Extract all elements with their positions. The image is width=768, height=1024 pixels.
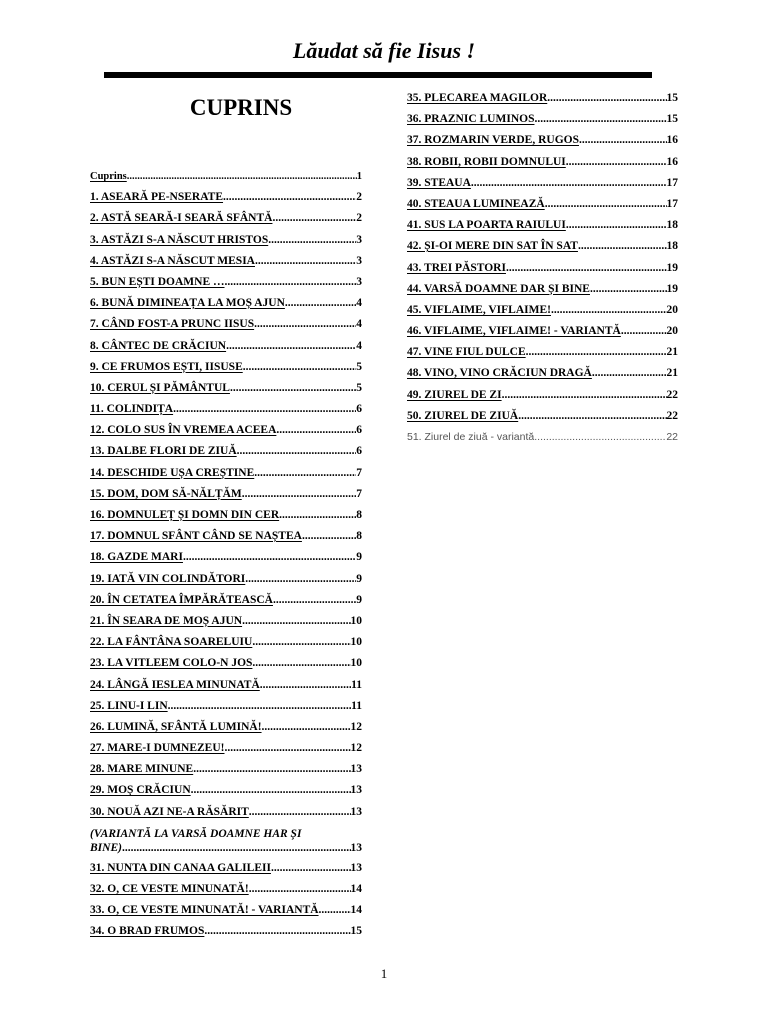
toc-entry[interactable] <box>90 611 362 632</box>
toc-entry[interactable] <box>90 759 362 780</box>
toc-entry-title: 1. ASEARĂ PE-NSERATE <box>90 191 224 204</box>
toc-entry-title: 42. ȘI-OI MERE DIN SAT ÎN SAT <box>407 240 578 253</box>
toc-entry[interactable] <box>90 505 362 526</box>
toc-entry-page: 9 <box>356 572 362 585</box>
toc-entry[interactable] <box>90 293 362 314</box>
toc-leader-dots <box>471 173 667 194</box>
toc-entry-title: 50. ZIUREL DE ZIUĂ <box>407 409 519 422</box>
toc-leader-dots <box>223 187 356 208</box>
toc-entry-title: 45. VIFLAIME, VIFLAIME! <box>407 303 551 316</box>
toc-entry-page: 19 <box>666 282 678 295</box>
toc-entry-page: 21 <box>666 346 678 359</box>
toc-leader-dots <box>225 272 357 293</box>
toc-leader-dots <box>224 738 350 759</box>
toc-entry-title: 41. SUS LA POARTA RAIULUI <box>407 219 566 232</box>
toc-entry-title: 15. DOM, DOM SĂ-NĂLȚĂM <box>90 487 242 500</box>
toc-entry[interactable] <box>90 653 362 674</box>
toc-entry[interactable] <box>407 215 678 236</box>
toc-entry[interactable] <box>90 484 362 505</box>
toc-entry-page: 7 <box>356 466 362 479</box>
toc-entry[interactable] <box>90 526 362 547</box>
toc-entry[interactable] <box>407 321 678 342</box>
toc-entry[interactable] <box>407 236 678 257</box>
toc-leader-dots <box>590 279 667 300</box>
toc-entry[interactable] <box>407 173 678 194</box>
toc-leader-dots <box>502 385 667 406</box>
toc-entry[interactable] <box>90 272 362 293</box>
toc-entry[interactable] <box>90 696 362 717</box>
toc-entry[interactable] <box>90 251 362 272</box>
toc-entry[interactable] <box>90 187 362 208</box>
toc-entry-title: 5. BUN EȘTI DOAMNE … <box>90 275 225 288</box>
toc-leader-dots <box>243 357 357 378</box>
toc-entry-page: 8 <box>356 509 362 521</box>
toc-entry-title: 51. Ziurel de ziuă - variantă <box>407 431 535 443</box>
toc-entry-title: 18. GAZDE MARI <box>90 551 183 564</box>
toc-leader-dots <box>268 230 356 251</box>
toc-entry[interactable] <box>90 858 362 879</box>
page-header-title: Lăudat să fie Iisus ! <box>292 38 476 63</box>
toc-entry-page: 5 <box>356 360 362 373</box>
toc-entry[interactable] <box>90 590 362 611</box>
toc-entry[interactable] <box>407 152 678 173</box>
toc-entry-page: 9 <box>356 593 362 606</box>
toc-entry[interactable] <box>407 363 678 384</box>
toc-entry-page: 4 <box>356 339 362 352</box>
toc-entry-page: 11 <box>351 678 362 691</box>
toc-entry-title: Cuprins <box>90 171 127 182</box>
header-rule <box>104 72 652 78</box>
toc-entry-title: 36. PRAZNIC LUMINOS <box>407 113 535 126</box>
toc-entry[interactable] <box>407 258 678 279</box>
toc-leader-dots <box>226 336 356 357</box>
toc-leader-dots <box>230 378 356 399</box>
toc-leader-dots <box>249 879 351 900</box>
toc-entry-page: 14 <box>350 904 362 917</box>
toc-entry-page: 2 <box>356 212 362 225</box>
toc-leader-dots <box>566 152 667 173</box>
toc-leader-dots <box>173 399 356 420</box>
toc-entry-title-line2: BINE) <box>90 841 122 854</box>
toc-entry-title: 44. VARSĂ DOAMNE DAR ȘI BINE <box>407 282 590 295</box>
toc-entry-title: 31. NUNTA DIN CANAA GALILEII <box>90 861 271 874</box>
toc-leader-dots <box>122 841 351 855</box>
toc-entry-page: 10 <box>350 657 362 670</box>
toc-entry[interactable] <box>90 336 362 357</box>
toc-entry-title: 49. ZIUREL DE ZI <box>407 388 502 401</box>
toc-entry[interactable] <box>90 463 362 484</box>
toc-leader-dots <box>254 463 356 484</box>
toc-entry[interactable] <box>407 342 678 363</box>
toc-entry-title: 8. CÂNTEC DE CRĂCIUN <box>90 339 227 352</box>
toc-leader-dots <box>273 590 356 611</box>
toc-entry-page: 1 <box>356 171 362 182</box>
toc-leader-dots <box>526 342 667 363</box>
toc-entry-page: 6 <box>356 424 362 437</box>
toc-entry-page: 21 <box>666 367 678 380</box>
toc-entry-title: 4. ASTĂZI S-A NĂSCUT MESIA <box>90 254 255 267</box>
toc-entry[interactable] <box>90 399 362 420</box>
toc-entry[interactable] <box>90 900 362 921</box>
toc-leader-dots <box>551 300 667 321</box>
toc-entry-title: 6. BUNĂ DIMINEAȚA LA MOȘ AJUN <box>90 297 285 310</box>
toc-leader-dots <box>237 441 357 462</box>
toc-entry-title: 11. COLINDIȚA <box>90 403 174 416</box>
toc-entry-page: 12 <box>350 720 362 733</box>
toc-entry-title: 24. LÂNGĂ IESLEA MINUNATĂ <box>90 678 260 691</box>
toc-left-column <box>90 166 362 943</box>
toc-entry-page: 19 <box>666 261 678 274</box>
toc-entry-title: 34. O BRAD FRUMOS <box>90 925 205 938</box>
toc-entry[interactable] <box>407 300 678 321</box>
toc-entry[interactable] <box>90 675 362 696</box>
toc-leader-dots <box>319 900 351 921</box>
toc-entry-title: 43. TREI PĂSTORI <box>407 261 506 274</box>
toc-entry-page: 22 <box>666 409 678 422</box>
toc-entry-page: 4 <box>356 297 362 310</box>
toc-entry[interactable] <box>90 166 362 187</box>
toc-leader-dots <box>242 484 357 505</box>
toc-leader-dots <box>547 88 666 109</box>
toc-entry-title: 14. DESCHIDE UȘA CREȘTINE <box>90 466 255 479</box>
toc-leader-dots <box>285 293 356 314</box>
toc-entry-page: 14 <box>350 883 362 895</box>
toc-leader-dots <box>506 258 667 279</box>
toc-entry-title: 20. ÎN CETATEA ÎMPĂRĂTEASCĂ <box>90 593 273 606</box>
toc-leader-dots <box>579 130 667 151</box>
toc-entry-page: 5 <box>356 381 362 394</box>
toc-entry-title: 17. DOMNUL SFÂNT CÂND SE NAȘTEA <box>90 530 302 543</box>
toc-leader-dots <box>578 236 667 257</box>
toc-entry-page: 6 <box>356 445 362 458</box>
toc-entry[interactable] <box>407 109 678 130</box>
toc-leader-dots <box>204 921 350 942</box>
toc-leader-dots <box>193 759 350 780</box>
toc-entry[interactable] <box>90 230 362 251</box>
toc-entry-page: 12 <box>350 742 362 755</box>
toc-entry-title: 3. ASTĂZI S-A NĂSCUT HRISTOS <box>90 233 269 246</box>
toc-entry-title: 10. CERUL ȘI PĂMÂNTUL <box>90 381 230 394</box>
toc-entry-page: 6 <box>356 403 362 416</box>
toc-right-column <box>407 88 678 448</box>
toc-entry-title: 22. LA FÂNTÂNA SOARELUIU <box>90 636 253 649</box>
toc-entry-page: 13 <box>350 805 362 818</box>
toc-entry-page: 9 <box>356 551 362 564</box>
toc-entry[interactable] <box>407 279 678 300</box>
toc-entry[interactable] <box>90 632 362 653</box>
toc-leader-dots <box>534 427 666 448</box>
toc-entry-title: 23. LA VITLEEM COLO-N JOS <box>90 657 253 670</box>
toc-entry[interactable] <box>90 420 362 441</box>
toc-leader-dots <box>168 696 351 717</box>
toc-entry-page: 2 <box>356 191 362 204</box>
toc-leader-dots <box>252 632 350 653</box>
toc-entry-title: 28. MARE MINUNE <box>90 763 194 776</box>
toc-entry-title: 48. VINO, VINO CRĂCIUN DRAGĂ <box>407 367 592 380</box>
toc-entry-title: 26. LUMINĂ, SFÂNTĂ LUMINĂ! <box>90 720 262 733</box>
toc-entry-title: 9. CE FRUMOS EȘTI, IISUSE <box>90 360 243 373</box>
toc-entry-page: 13 <box>350 841 362 854</box>
toc-leader-dots <box>518 406 666 427</box>
toc-entry[interactable] <box>90 921 362 942</box>
toc-entry[interactable] <box>90 738 362 759</box>
toc-entry-page: 17 <box>666 176 678 189</box>
toc-entry[interactable] <box>90 802 362 823</box>
toc-entry-title: 30. NOUĂ AZI NE-A RĂSĂRIT <box>90 805 249 818</box>
toc-entry[interactable] <box>90 569 362 590</box>
toc-entry-page: 8 <box>356 530 362 543</box>
toc-entry-page: 16 <box>666 155 678 168</box>
toc-entry[interactable] <box>90 780 362 801</box>
toc-leader-dots <box>592 363 667 384</box>
toc-entry-page: 18 <box>666 219 678 232</box>
toc-entry-title: 35. PLECAREA MAGILOR <box>407 92 548 104</box>
toc-entry-title-line1: (VARIANTĂ LA VARSĂ DOAMNE HAR ȘI <box>90 827 302 840</box>
toc-leader-dots <box>183 547 356 568</box>
section-title: CUPRINS <box>189 95 293 120</box>
toc-entry-title: 27. MARE-I DUMNEZEU! <box>90 742 225 755</box>
toc-entry-variant[interactable] <box>90 823 362 858</box>
toc-entry[interactable] <box>407 385 678 406</box>
page-number: 1 <box>380 966 388 981</box>
toc-entry[interactable] <box>407 194 678 215</box>
toc-entry-page: 16 <box>666 134 678 147</box>
toc-entry-title: 2. ASTĂ SEARĂ-I SEARĂ SFÂNTĂ <box>90 212 273 225</box>
toc-leader-dots <box>621 321 667 342</box>
toc-leader-dots <box>271 858 351 879</box>
toc-leader-dots <box>249 802 351 823</box>
toc-entry-page: 13 <box>350 784 362 797</box>
toc-entry-page: 20 <box>666 303 678 316</box>
toc-leader-dots <box>272 208 356 229</box>
toc-leader-dots <box>245 569 356 590</box>
toc-leader-dots <box>545 194 667 215</box>
toc-leader-dots <box>534 109 666 130</box>
toc-entry-page: 3 <box>356 275 362 288</box>
toc-entry-page: 15 <box>666 92 678 104</box>
toc-leader-dots <box>279 505 356 526</box>
toc-entry-page: 3 <box>356 233 362 246</box>
toc-leader-dots <box>252 653 350 674</box>
toc-entry[interactable] <box>90 441 362 462</box>
toc-entry[interactable] <box>407 427 678 448</box>
toc-entry-page: 18 <box>666 240 678 253</box>
toc-entry-title: 37. ROZMARIN VERDE, RUGOS <box>407 134 579 147</box>
toc-entry-title: 32. O, CE VESTE MINUNATĂ! <box>90 883 249 895</box>
toc-leader-dots <box>255 251 356 272</box>
toc-entry-title: 38. ROBII, ROBII DOMNULUI <box>407 155 566 168</box>
toc-entry-title: 7. CÂND FOST-A PRUNC IISUS <box>90 318 255 331</box>
toc-leader-dots <box>262 717 351 738</box>
toc-entry-page: 22 <box>666 431 678 443</box>
toc-entry[interactable] <box>407 88 678 109</box>
toc-entry-page: 11 <box>351 699 362 712</box>
toc-entry-page: 15 <box>350 925 362 938</box>
toc-leader-dots <box>242 611 350 632</box>
toc-leader-dots <box>302 526 356 547</box>
toc-entry-title: 46. VIFLAIME, VIFLAIME! - VARIANTĂ <box>407 325 621 338</box>
toc-entry-title: 29. MOȘ CRĂCIUN <box>90 784 191 797</box>
toc-entry-page: 13 <box>350 763 362 776</box>
toc-entry-title: 33. O, CE VESTE MINUNATĂ! - VARIANTĂ <box>90 904 319 917</box>
toc-entry-page: 3 <box>356 254 362 267</box>
toc-entry-page: 4 <box>356 318 362 331</box>
toc-entry-title: 25. LINU-I LIN <box>90 699 168 712</box>
toc-entry[interactable] <box>407 130 678 151</box>
toc-leader-dots <box>566 215 667 236</box>
toc-entry-page: 13 <box>350 861 362 874</box>
toc-leader-dots <box>191 780 351 801</box>
toc-entry-title: 16. DOMNULEȚ ȘI DOMN DIN CER <box>90 509 280 521</box>
toc-entry-page: 10 <box>350 636 362 649</box>
toc-entry-page: 17 <box>666 197 678 210</box>
toc-entry[interactable] <box>90 314 362 335</box>
toc-leader-dots <box>260 675 351 696</box>
toc-entry[interactable] <box>407 406 678 427</box>
toc-entry-title: 12. COLO SUS ÎN VREMEA ACEEA <box>90 424 277 437</box>
toc-entry-title: 47. VINE FIUL DULCE <box>407 346 526 359</box>
toc-entry-page: 22 <box>666 388 678 401</box>
toc-entry-page: 7 <box>356 487 362 500</box>
toc-entry-title: 19. IATĂ VIN COLINDĂTORI <box>90 572 246 585</box>
toc-entry-title: 39. STEAUA <box>407 176 471 189</box>
toc-entry-page: 10 <box>350 614 362 627</box>
toc-entry[interactable] <box>90 717 362 738</box>
toc-entry[interactable] <box>90 378 362 399</box>
toc-entry-page: 15 <box>666 113 678 126</box>
toc-entry-title: 13. DALBE FLORI DE ZIUĂ <box>90 445 237 458</box>
toc-entry[interactable] <box>90 208 362 229</box>
toc-leader-dots <box>276 420 356 441</box>
toc-entry[interactable] <box>90 357 362 378</box>
toc-leader-dots <box>127 166 357 187</box>
toc-entry-title: 21. ÎN SEARA DE MOȘ AJUN <box>90 614 243 627</box>
toc-entry[interactable] <box>90 547 362 568</box>
toc-leader-dots <box>254 314 356 335</box>
toc-entry[interactable] <box>90 879 362 900</box>
toc-entry-title: 40. STEAUA LUMINEAZĂ <box>407 197 545 210</box>
toc-entry-page: 20 <box>666 325 678 338</box>
